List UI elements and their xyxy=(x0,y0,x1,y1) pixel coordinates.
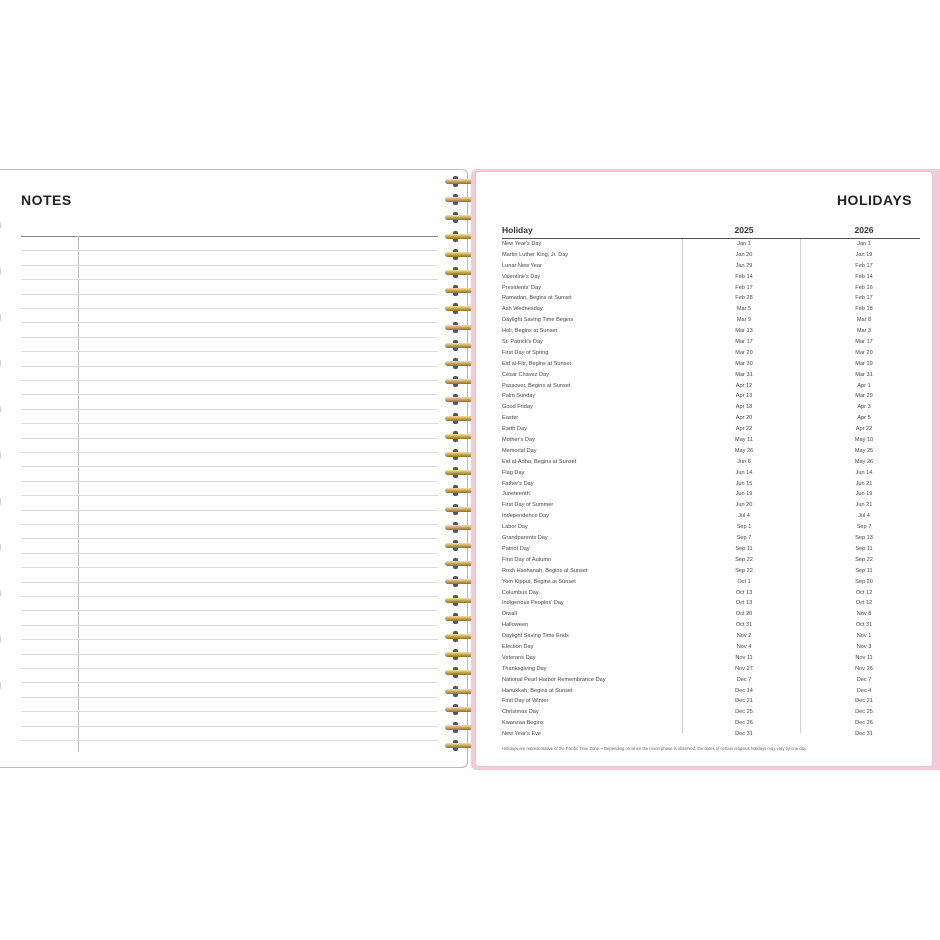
tab-notch xyxy=(0,402,1,417)
table-row xyxy=(502,381,920,392)
holiday-name: Earth Day xyxy=(502,426,527,433)
footnote: Holidays are representative of the Pacific Time Zone. • Depending on when the moon phase is observed, the dates of certain religious holidays may vary by one day. xyxy=(502,746,807,751)
holiday-name: Valentine's Day xyxy=(502,273,541,280)
table-row xyxy=(502,457,920,468)
holiday-name: St. Patrick's Day xyxy=(502,339,543,346)
holidays-table xyxy=(502,225,920,745)
date-2026: Feb 17 xyxy=(855,295,873,302)
date-2026: Nov 3 xyxy=(856,643,872,650)
date-2026: Feb 18 xyxy=(855,306,873,313)
note-line xyxy=(21,668,438,669)
date-2026: Sep 11 xyxy=(855,545,873,552)
margin-rule xyxy=(78,236,79,752)
holiday-name: Good Friday xyxy=(502,404,533,411)
date-2025: Feb 28 xyxy=(735,295,753,302)
holiday-name: Yom Kippur, Begins at Sunset xyxy=(502,578,576,585)
date-2025: Sep 11 xyxy=(735,545,753,552)
date-2026: Apr 5 xyxy=(857,415,871,422)
table-row xyxy=(502,522,920,533)
date-2025: Jan 29 xyxy=(735,262,753,269)
holidays-page xyxy=(471,169,940,770)
table-row xyxy=(502,544,920,555)
date-2025: Nov 4 xyxy=(736,643,752,650)
date-2025: Mar 5 xyxy=(736,306,752,313)
holiday-name: Indigenous Peoples' Day xyxy=(502,600,564,607)
tab-notch xyxy=(0,356,1,371)
date-2025: Apr 18 xyxy=(735,404,753,411)
note-line xyxy=(21,366,438,367)
date-2025: Jun 19 xyxy=(735,491,753,498)
page-title: HOLIDAYS xyxy=(836,192,912,208)
holiday-name: Mother's Day xyxy=(502,437,535,444)
table-row xyxy=(502,348,920,359)
tab-notch xyxy=(0,494,1,509)
table-row xyxy=(502,413,920,424)
date-2026: Jun 21 xyxy=(855,502,873,509)
date-2025: Feb 17 xyxy=(735,284,753,291)
holiday-name: Eid al-Fitr, Begins at Sunset xyxy=(502,360,572,367)
date-2026: Feb 16 xyxy=(855,284,873,291)
tab-notch xyxy=(0,678,1,693)
table-row xyxy=(502,718,920,729)
holiday-name: Diwali xyxy=(502,611,517,618)
note-line xyxy=(21,610,438,611)
table-row xyxy=(502,402,920,413)
date-2026: May 25 xyxy=(854,447,874,454)
note-line xyxy=(21,524,438,525)
table-row xyxy=(502,435,920,446)
date-2026: Oct 12 xyxy=(855,589,873,596)
holiday-name: New Year's Day xyxy=(502,241,542,247)
date-2025: Mar 20 xyxy=(735,349,753,356)
date-2026: Nov 26 xyxy=(855,665,873,672)
holiday-name: Hanukkah, Begins at Sunset xyxy=(502,687,573,694)
note-line xyxy=(21,625,438,626)
holiday-name: Father's Day xyxy=(502,480,534,487)
date-2026: Dec 7 xyxy=(856,676,872,683)
date-2026: Jun 14 xyxy=(855,469,873,476)
table-row xyxy=(502,664,920,675)
table-row xyxy=(502,686,920,697)
header-rule xyxy=(21,236,438,237)
note-line xyxy=(21,250,438,251)
tab-notch xyxy=(0,540,1,555)
table-row xyxy=(502,533,920,544)
date-2025: Jun 20 xyxy=(735,502,753,509)
holiday-name: Martin Luther King, Jr. Day xyxy=(502,251,569,258)
date-2025: Apr 13 xyxy=(735,393,753,400)
notes-lines[interactable] xyxy=(21,236,438,752)
table-row xyxy=(502,653,920,664)
holiday-name: Passover, Begins at Sunset xyxy=(502,382,571,389)
table-row xyxy=(502,315,920,326)
table-row xyxy=(502,555,920,566)
date-2025: May 26 xyxy=(734,447,754,454)
date-2026: Jun 19 xyxy=(855,491,873,498)
note-line xyxy=(21,639,438,640)
table-row xyxy=(502,370,920,381)
holiday-name: Daylight Saving Time Ends xyxy=(502,633,569,640)
holiday-name: Thanksgiving Day xyxy=(502,665,547,672)
note-line xyxy=(21,337,438,338)
note-line xyxy=(21,351,438,352)
date-2025: Apr 12 xyxy=(735,382,753,389)
note-line xyxy=(21,466,438,467)
date-2025: Oct 1 xyxy=(737,578,751,585)
date-2026: Sep 11 xyxy=(855,567,873,574)
note-line xyxy=(21,380,438,381)
date-2025: Dec 14 xyxy=(735,687,753,694)
table-row xyxy=(502,283,920,294)
table-row xyxy=(502,250,920,261)
holiday-name: Labor Day xyxy=(502,524,528,531)
date-2025: Sep 22 xyxy=(735,556,753,563)
date-2026: Dec 31 xyxy=(855,731,873,738)
table-row xyxy=(502,489,920,500)
date-2025: Jun 6 xyxy=(737,458,751,465)
date-2025: Mar 13 xyxy=(735,328,753,335)
holiday-name: Easter xyxy=(502,415,519,422)
note-line xyxy=(21,308,438,309)
holiday-name: First Day of Summer xyxy=(502,502,554,509)
date-2025: Oct 31 xyxy=(735,622,753,629)
note-line xyxy=(21,740,438,741)
date-2025: Jan 1 xyxy=(737,241,751,247)
date-2026: Apr 1 xyxy=(857,382,871,389)
date-2026: Jan 1 xyxy=(857,241,871,247)
holiday-name: Election Day xyxy=(502,643,534,650)
date-2025: Dec 25 xyxy=(735,709,753,716)
date-2026: Oct 31 xyxy=(855,622,873,629)
date-2025: Oct 20 xyxy=(735,611,753,618)
date-2025: Mar 30 xyxy=(735,360,753,367)
table-row xyxy=(502,566,920,577)
table-row xyxy=(502,261,920,272)
holiday-name: Christmas Day xyxy=(502,709,539,716)
note-line xyxy=(21,409,438,410)
date-2026: Apr 22 xyxy=(855,426,873,433)
table-row xyxy=(502,631,920,642)
note-line xyxy=(21,294,438,295)
date-2026: Jan 19 xyxy=(855,251,873,258)
note-line xyxy=(21,711,438,712)
note-line xyxy=(21,510,438,511)
date-2026: Nov 8 xyxy=(856,611,872,618)
note-line xyxy=(21,596,438,597)
date-2025: Apr 22 xyxy=(735,426,753,433)
table-row xyxy=(502,239,920,250)
table-row xyxy=(502,391,920,402)
note-line xyxy=(21,582,438,583)
date-2026: Dec 4 xyxy=(856,687,872,694)
table-row xyxy=(502,304,920,315)
table-row xyxy=(502,598,920,609)
note-line xyxy=(21,726,438,727)
note-line xyxy=(21,697,438,698)
date-2025: Mar 9 xyxy=(736,317,752,324)
table-row xyxy=(502,468,920,479)
date-2025: Sep 22 xyxy=(735,567,753,574)
date-2025: Dec 7 xyxy=(736,676,752,683)
tab-notch xyxy=(0,632,1,647)
holiday-name: Juneteenth xyxy=(502,491,530,498)
note-line xyxy=(21,682,438,683)
date-2025: Nov 2 xyxy=(736,633,752,640)
table-row xyxy=(502,337,920,348)
holiday-name: First Day of Autumn xyxy=(502,556,552,563)
holiday-rows xyxy=(502,239,920,740)
date-2025: Jan 20 xyxy=(735,251,753,258)
date-2026: Mar 19 xyxy=(855,360,873,367)
note-line xyxy=(21,423,438,424)
table-row xyxy=(502,511,920,522)
holiday-name: First Day of Winter xyxy=(502,698,549,705)
note-line xyxy=(21,553,438,554)
holiday-name: Flag Day xyxy=(502,469,525,476)
date-2025: Dec 26 xyxy=(735,720,753,727)
date-2026: Mar 31 xyxy=(855,371,873,378)
table-row xyxy=(502,446,920,457)
holiday-name: New Year's Eve xyxy=(502,731,542,738)
note-line xyxy=(21,265,438,266)
holiday-name: Patriot Day xyxy=(502,545,530,552)
note-line xyxy=(21,567,438,568)
holiday-name: Eid al-Adha, Begins at Sunset xyxy=(502,458,577,465)
table-row xyxy=(502,588,920,599)
holiday-name: Columbus Day xyxy=(502,589,539,596)
date-2025: Feb 14 xyxy=(735,273,753,280)
holiday-name: Halloween xyxy=(502,622,529,629)
holiday-name: Ramadan, Begins at Sunset xyxy=(502,295,572,302)
date-2025: Nov 11 xyxy=(735,654,753,661)
tab-notch xyxy=(0,218,1,233)
holiday-name: Palm Sunday xyxy=(502,393,536,400)
date-2025: Oct 13 xyxy=(735,600,753,607)
date-2025: Oct 13 xyxy=(735,589,753,596)
tab-notch xyxy=(0,448,1,463)
date-2026: Jun 21 xyxy=(855,480,873,487)
holiday-name: Veterans Day xyxy=(502,654,536,661)
date-2026: Feb 14 xyxy=(855,273,873,280)
date-2025: Jul 4 xyxy=(738,513,750,520)
date-2026: Mar 8 xyxy=(856,317,872,324)
date-2026: Nov 11 xyxy=(855,654,873,661)
holiday-name: Daylight Saving Time Begins xyxy=(502,317,574,324)
note-line xyxy=(21,495,438,496)
table-row xyxy=(502,620,920,631)
date-2025: Jun 15 xyxy=(735,480,753,487)
holiday-name: Grandparents Day xyxy=(502,535,548,542)
date-2026: Mar 20 xyxy=(855,349,873,356)
table-row xyxy=(502,577,920,588)
tab-notch xyxy=(0,586,1,601)
holiday-name: Rosh Hashanah, Begins at Sunset xyxy=(502,567,588,574)
date-2026: Apr 3 xyxy=(857,404,871,411)
date-2026: Dec 26 xyxy=(855,720,873,727)
table-row xyxy=(502,609,920,620)
column-header-year-2: 2026 xyxy=(854,225,874,235)
date-2025: Mar 31 xyxy=(735,371,753,378)
note-line xyxy=(21,438,438,439)
table-row xyxy=(502,642,920,653)
date-2026: Mar 3 xyxy=(856,328,872,335)
note-line xyxy=(21,279,438,280)
date-2026: Mar 17 xyxy=(855,339,873,346)
holiday-name: César Chávez Day xyxy=(502,371,549,378)
holiday-name: Kwanzaa Begins xyxy=(502,720,544,727)
date-2025: Mar 17 xyxy=(735,339,753,346)
date-2025: Nov 27 xyxy=(735,665,753,672)
page-title: NOTES xyxy=(21,192,72,208)
date-2026: Sep 20 xyxy=(855,578,873,585)
table-row xyxy=(502,293,920,304)
date-2026: May 26 xyxy=(854,458,874,465)
holiday-name: National Pearl Harbor Remembrance Day xyxy=(502,676,606,683)
table-row xyxy=(502,359,920,370)
date-2025: May 11 xyxy=(735,437,753,444)
note-line xyxy=(21,481,438,482)
date-2025: Sep 1 xyxy=(736,524,752,531)
note-line xyxy=(21,394,438,395)
table-row xyxy=(502,675,920,686)
note-line xyxy=(21,654,438,655)
date-2026: Dec 21 xyxy=(855,698,873,705)
date-2026: Sep 7 xyxy=(856,524,872,531)
holiday-name: Independence Day xyxy=(502,513,549,520)
table-row xyxy=(502,500,920,511)
holiday-name: Memorial Day xyxy=(502,447,537,454)
column-header-year-1: 2025 xyxy=(734,225,754,235)
table-row xyxy=(502,424,920,435)
note-line xyxy=(21,538,438,539)
date-2026: Nov 1 xyxy=(856,633,872,640)
holiday-name: Ash Wednesday xyxy=(502,306,543,313)
date-2026: Feb 17 xyxy=(855,262,873,269)
table-row xyxy=(502,707,920,718)
date-2026: Mar 29 xyxy=(855,393,873,400)
table-row xyxy=(502,272,920,283)
holiday-name: Lunar New Year xyxy=(502,262,542,269)
date-2026: May 10 xyxy=(854,437,874,444)
date-2026: Dec 25 xyxy=(855,709,873,716)
table-row xyxy=(502,479,920,490)
tab-notch xyxy=(0,264,1,279)
date-2025: Apr 20 xyxy=(735,415,753,422)
date-2026: Jul 4 xyxy=(858,513,870,520)
table-row xyxy=(502,326,920,337)
holiday-name: First Day of Spring xyxy=(502,349,549,356)
holiday-name: Presidents' Day xyxy=(502,284,541,291)
notes-page xyxy=(0,169,468,768)
column-header-holiday: Holiday xyxy=(502,225,533,235)
holiday-name: Holi, Begins at Sunset xyxy=(502,328,558,335)
note-line xyxy=(21,322,438,323)
date-2026: Sep 13 xyxy=(855,535,873,542)
date-2025: Dec 31 xyxy=(735,731,753,738)
date-2025: Sep 7 xyxy=(736,535,752,542)
date-2026: Sep 22 xyxy=(855,556,873,563)
table-row xyxy=(502,729,920,740)
date-2026: Oct 12 xyxy=(855,600,873,607)
date-2025: Jun 14 xyxy=(735,469,753,476)
date-2025: Dec 21 xyxy=(735,698,753,705)
table-row xyxy=(502,696,920,707)
holidays-sheet xyxy=(475,171,933,767)
note-line xyxy=(21,452,438,453)
tab-notch xyxy=(0,310,1,325)
